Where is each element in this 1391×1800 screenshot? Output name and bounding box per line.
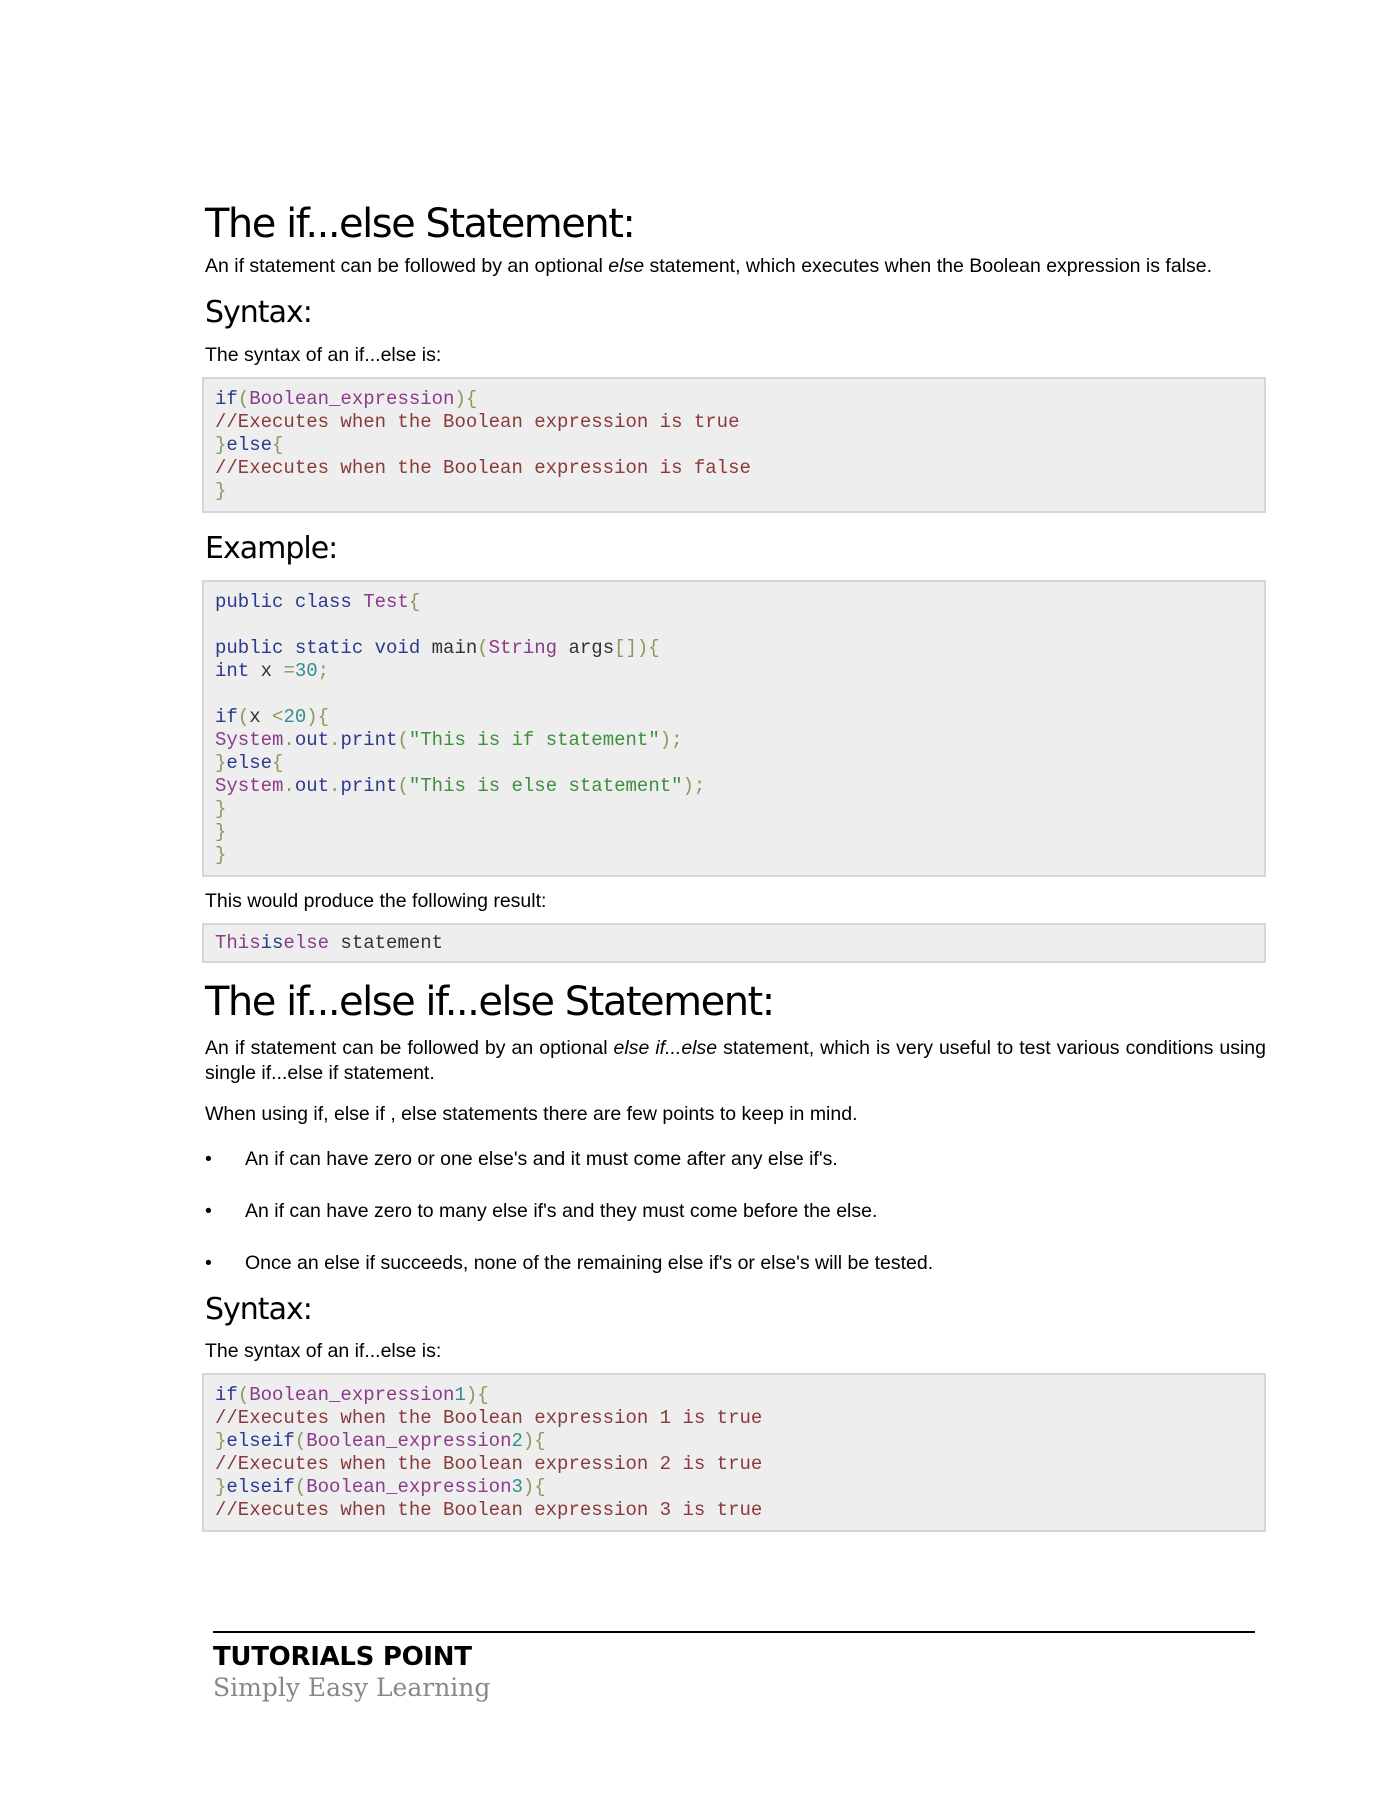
code-line: } <box>215 480 227 502</box>
code-line-blank <box>215 683 1253 706</box>
code-line: } <box>215 821 227 843</box>
code-line: //Executes when the Boolean expression 1 is true <box>215 1407 763 1429</box>
page-footer <box>213 1631 1255 1703</box>
syntax-intro-2: The syntax of an if...else is: <box>205 1340 442 1362</box>
intro-text: statement, which is very useful to test various conditions using single if...else if statement. <box>205 1037 1266 1084</box>
code-line: System.out.print("This is else statement"); <box>215 775 706 797</box>
code-line: if(Boolean_expression){ <box>215 388 478 410</box>
section-title-if-else-if: The if...else if...else Statement: <box>205 979 774 1025</box>
result-intro: This would produce the following result: <box>205 890 547 912</box>
intro-text: statement, which executes when the Boolean expression is false. <box>644 255 1213 277</box>
section-intro-if-else <box>205 254 1266 279</box>
code-line: //Executes when the Boolean expression 2 is true <box>215 1453 763 1475</box>
code-line: } <box>215 798 227 820</box>
intro-text: An if statement can be followed by an optional <box>205 1037 614 1059</box>
list-item: • An if can have zero to many else if's and they must come before the else. <box>205 1199 1266 1224</box>
intro-text: An if statement can be followed by an optional <box>205 255 609 277</box>
syntax-heading-2: Syntax: <box>205 1292 312 1327</box>
example-code-block <box>202 580 1266 877</box>
syntax-heading: Syntax: <box>205 295 312 330</box>
intro-emphasis: else <box>608 255 645 277</box>
code-line: }elseif(Boolean_expression3){ <box>215 1476 546 1498</box>
result-output-block <box>202 923 1266 963</box>
code-line: if(Boolean_expression1){ <box>215 1384 489 1406</box>
code-line: }else{ <box>215 434 284 456</box>
code-line: int x =30; <box>215 660 330 682</box>
code-line: }elseif(Boolean_expression2){ <box>215 1430 546 1452</box>
section-intro-if-else-if <box>205 1036 1266 1086</box>
example-heading: Example: <box>205 531 338 566</box>
section-title-if-else: The if...else Statement: <box>205 201 635 247</box>
points-intro: When using if, else if , else statements there are few points to keep in mind. <box>205 1103 858 1125</box>
code-line: //Executes when the Boolean expression is false <box>215 457 751 479</box>
output-line: Thisiselse statement <box>215 932 444 954</box>
code-line: //Executes when the Boolean expression 3 is true <box>215 1499 763 1521</box>
points-list <box>205 1147 1266 1276</box>
syntax-intro: The syntax of an if...else is: <box>205 344 442 366</box>
code-line: if(x <20){ <box>215 706 330 728</box>
list-item: • Once an else if succeeds, none of the remaining else if's or else's will be tested. <box>205 1251 1266 1276</box>
list-item: • An if can have zero or one else's and it must come after any else if's. <box>205 1147 1266 1172</box>
code-line: System.out.print("This is if statement"); <box>215 729 683 751</box>
footer-brand: TUTORIALS POINT <box>213 1642 472 1672</box>
code-line: } <box>215 844 227 866</box>
intro-emphasis: else if...else <box>613 1037 718 1059</box>
syntax-code-block-2 <box>202 1373 1266 1532</box>
code-line: public static void main(String args[]){ <box>215 637 660 659</box>
code-line: public class Test{ <box>215 591 421 613</box>
document-page <box>205 200 1266 1532</box>
syntax-code-block <box>202 377 1266 513</box>
code-line: //Executes when the Boolean expression is true <box>215 411 740 433</box>
code-line-blank <box>215 614 1253 637</box>
code-line: }else{ <box>215 752 284 774</box>
footer-tagline: Simply Easy Learning <box>213 1673 491 1702</box>
